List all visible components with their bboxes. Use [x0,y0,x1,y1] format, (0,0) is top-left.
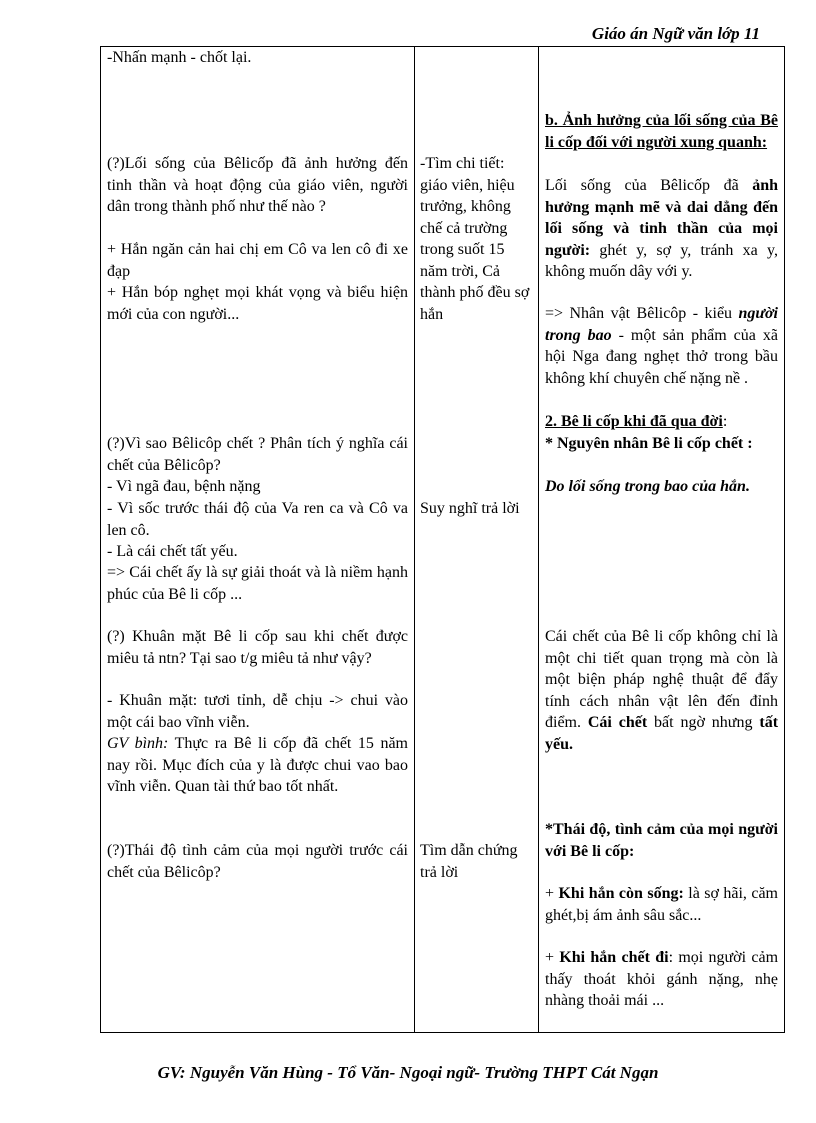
answer-death-4: => Cái chết ấy là sự giải thoát và là niềm hạnh phúc của Bê li cốp ... [107,564,408,603]
question-face: (?) Khuân mặt Bê li cốp sau khi chết được miêu tả ntn? Tại sao t/g miêu tả như vậy? [107,628,408,667]
attitude-alive [545,883,778,926]
cause-heading: * Nguyên nhân Bê li cốp chết : [545,435,753,452]
teacher-comment-text: Thực ra Bê li cốp đã chết 15 năm nay rồi. Mục đích của y là được chui vao bao vĩnh viễn. Quan tài thứ bao tốt nhất. [107,735,409,795]
teacher-activity-column [101,47,415,1033]
emphasis-note: -Nhấn mạnh - chốt lại. [107,49,252,66]
attitude-alive-text: là sợ hãi, căm ghét,bị ám ảnh sâu sắc... [545,885,778,924]
attitude-alive-bullet: + [545,885,559,902]
answer-death-3: - Là cái chết tất yếu. [107,543,238,560]
question-attitude: (?)Thái độ tình cảm của mọi người trước cái chết của Bêlicôp? [107,842,408,881]
character-text-2: - một sản phẩm của xã hội Nga đang nghẹt thở trong bầu không khí chuyên chế nặng nề . [545,326,778,387]
death-meaning-text-1: Cái chết của Bê li cốp không chỉ là một chi tiết quan trọng mà còn là một biện pháp nghệ thuật để đẩy tính cách nhân vật lên đến đỉnh điểm. [545,628,778,731]
influence-text-1: Lối sống của Bêlicốp đã [545,177,753,194]
attitude-heading: *Thái độ, tình cảm của mọi người với Bê li cốp: [545,821,778,860]
answer-influence-1: + Hắn ngăn cản hai chị em Cô va len cô đi xe đạp [107,241,408,280]
death-meaning-bold-2: tất yếu. [545,714,779,753]
answer-influence-2: + Hắn bóp nghẹt mọi khát vọng và biểu hiện mới của con người... [107,284,408,323]
answer-face: - Khuân mặt: tươi tỉnh, dễ chịu -> chui vào một cái bao vĩnh viễn. [107,692,408,731]
section-2-title: 2. Bê li cốp khi đã qua đời [545,413,723,430]
section-2-heading [545,411,778,433]
death-meaning-text-2: bất ngờ nhưng [647,714,760,731]
answer-death-1: - Vì ngã đau, bệnh nặng [107,478,261,495]
answer-death-2: - Vì sốc trước thái độ của Va ren ca và Cô va len cô. [107,500,408,539]
student-activity-column [415,47,539,1033]
character-text-bold: người trong bao [545,305,778,344]
death-meaning-bold-1: Cái chết [587,714,648,731]
student-task-2: Suy nghĩ trả lời [420,500,520,517]
influence-text-bold: ảnh hưởng mạnh mẽ và dai dẳng đến lối sống và tinh thần của mọi người: [545,177,778,259]
cause-text: Do lối sống trong bao của hắn. [545,478,750,495]
lesson-table [100,46,785,1033]
teacher-comment-label: GV bình: [107,735,169,752]
content-column [539,47,785,1033]
attitude-dead [545,947,778,1012]
section-2-colon: : [722,413,728,430]
attitude-alive-label: Khi hắn còn sống: [558,885,684,902]
influence-text-2: ghét y, sợ y, tránh xa y, không muốn dây với y. [545,241,778,280]
attitude-dead-label: Khi hắn chết đi [559,949,669,966]
student-task-3: Tìm dẫn chứng trả lời [420,842,518,881]
student-task-1: -Tìm chi tiết: giáo viên, hiệu trưởng, không chế cả trường trong suốt 15 năm trời, Cả thành phố đều sợ hắn [420,155,530,323]
attitude-dead-text: : mọi người cảm thấy thoát khỏi gánh nặng, nhẹ nhàng thoải mái ... [545,949,779,1009]
character-text-1: => Nhân vật Bêlicôp - kiểu [545,305,739,322]
page-header: Giáo án Ngữ văn lớp 11 [591,24,760,43]
question-death: (?)Vì sao Bêlicôp chết ? Phân tích ý nghĩa cái chết của Bêlicôp? [107,435,408,474]
influence-paragraph [545,175,778,283]
character-paragraph [545,303,778,389]
question-influence: (?)Lối sống của Bêlicốp đã ảnh hưởng đến tinh thần và hoạt động của giáo viên, người dân trong thành phố như thế nào ? [107,155,408,215]
teacher-comment [107,733,408,798]
death-meaning-paragraph [545,626,778,755]
section-b-heading: b. Ảnh hưởng của lối sống của Bê li cốp đối với người xung quanh: [545,112,778,151]
page-footer: GV: Nguyễn Văn Hùng - Tổ Văn- Ngoại ngữ- Trường THPT Cát Ngạn [157,1063,659,1082]
attitude-dead-bullet: + [545,949,560,966]
